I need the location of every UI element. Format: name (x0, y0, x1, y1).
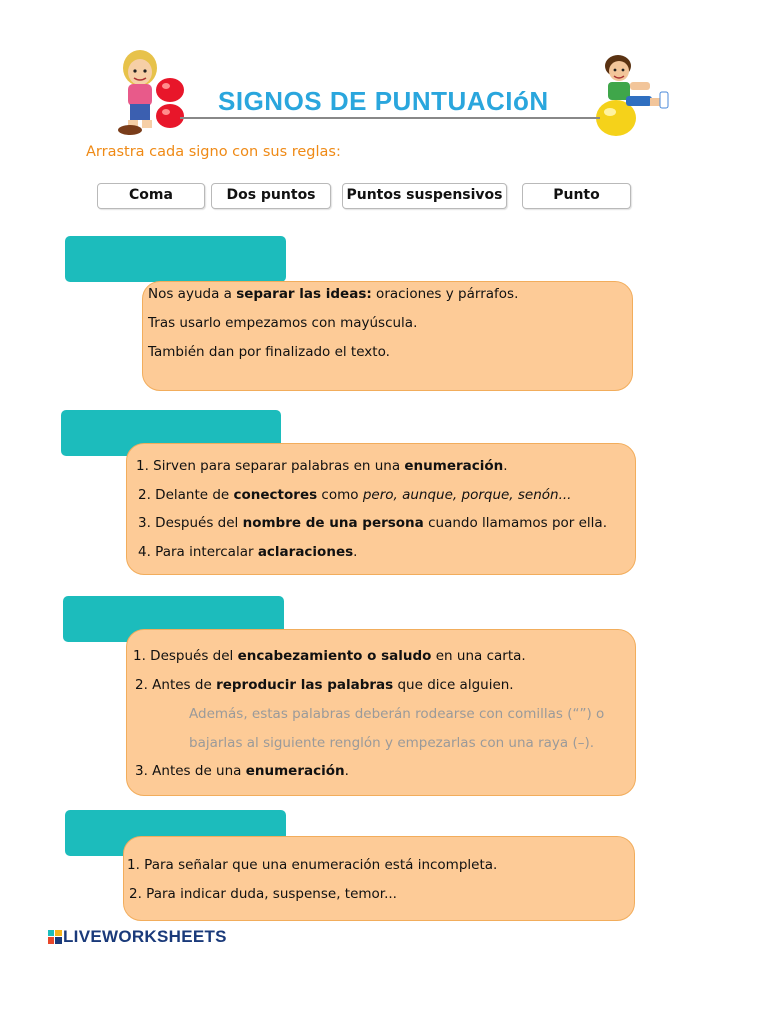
logo-text: LIVEWORKSHEETS (63, 927, 227, 946)
rule-line: También dan por finalizado el texto. (148, 344, 390, 360)
drop-target-1[interactable] (65, 236, 286, 282)
rule-line: 1. Para señalar que una enumeración está incompleta. (127, 857, 498, 873)
rule-line: Nos ayuda a separar las ideas: oraciones y párrafos. (148, 286, 519, 302)
liveworksheets-logo (48, 927, 227, 947)
girl-with-balls-illustration (104, 44, 194, 136)
rule-line: 2. Para indicar duda, suspense, temor... (129, 886, 397, 902)
rule-line: 2. Antes de reproducir las palabras que dice alguien. (135, 677, 514, 693)
chip-puntos-suspensivos[interactable]: Puntos suspensivos (342, 183, 507, 209)
rule-line: 1. Después del encabezamiento o saludo en una carta. (133, 648, 526, 664)
rule-line: 2. Delante de conectores como pero, aunque, porque, senón... (138, 487, 572, 503)
rule-note: Además, estas palabras deberán rodearse con comillas (“”) o (189, 706, 605, 722)
rule-line: 3. Después del nombre de una persona cuando llamamos por ella. (138, 515, 607, 531)
chip-dos-puntos[interactable]: Dos puntos (211, 183, 331, 209)
chip-punto[interactable]: Punto (522, 183, 631, 209)
rules-box-4 (123, 836, 635, 921)
liveworksheets-logo-icon (48, 929, 62, 943)
rule-line: Tras usarlo empezamos con mayúscula. (148, 315, 418, 331)
chip-coma[interactable]: Coma (97, 183, 205, 209)
page-title: SIGNOS DE PUNTUACIóN (218, 86, 549, 116)
instruction-text: Arrastra cada signo con sus reglas: (86, 144, 341, 160)
rule-note: bajarlas al siguiente renglón y empezarlas con una raya (–). (189, 735, 595, 751)
boy-on-ball-illustration (590, 52, 672, 138)
title-underline (180, 117, 600, 119)
rule-line: 4. Para intercalar aclaraciones. (138, 544, 358, 560)
rule-line: 3. Antes de una enumeración. (135, 763, 349, 779)
rule-line: 1. Sirven para separar palabras en una enumeración. (136, 458, 508, 474)
